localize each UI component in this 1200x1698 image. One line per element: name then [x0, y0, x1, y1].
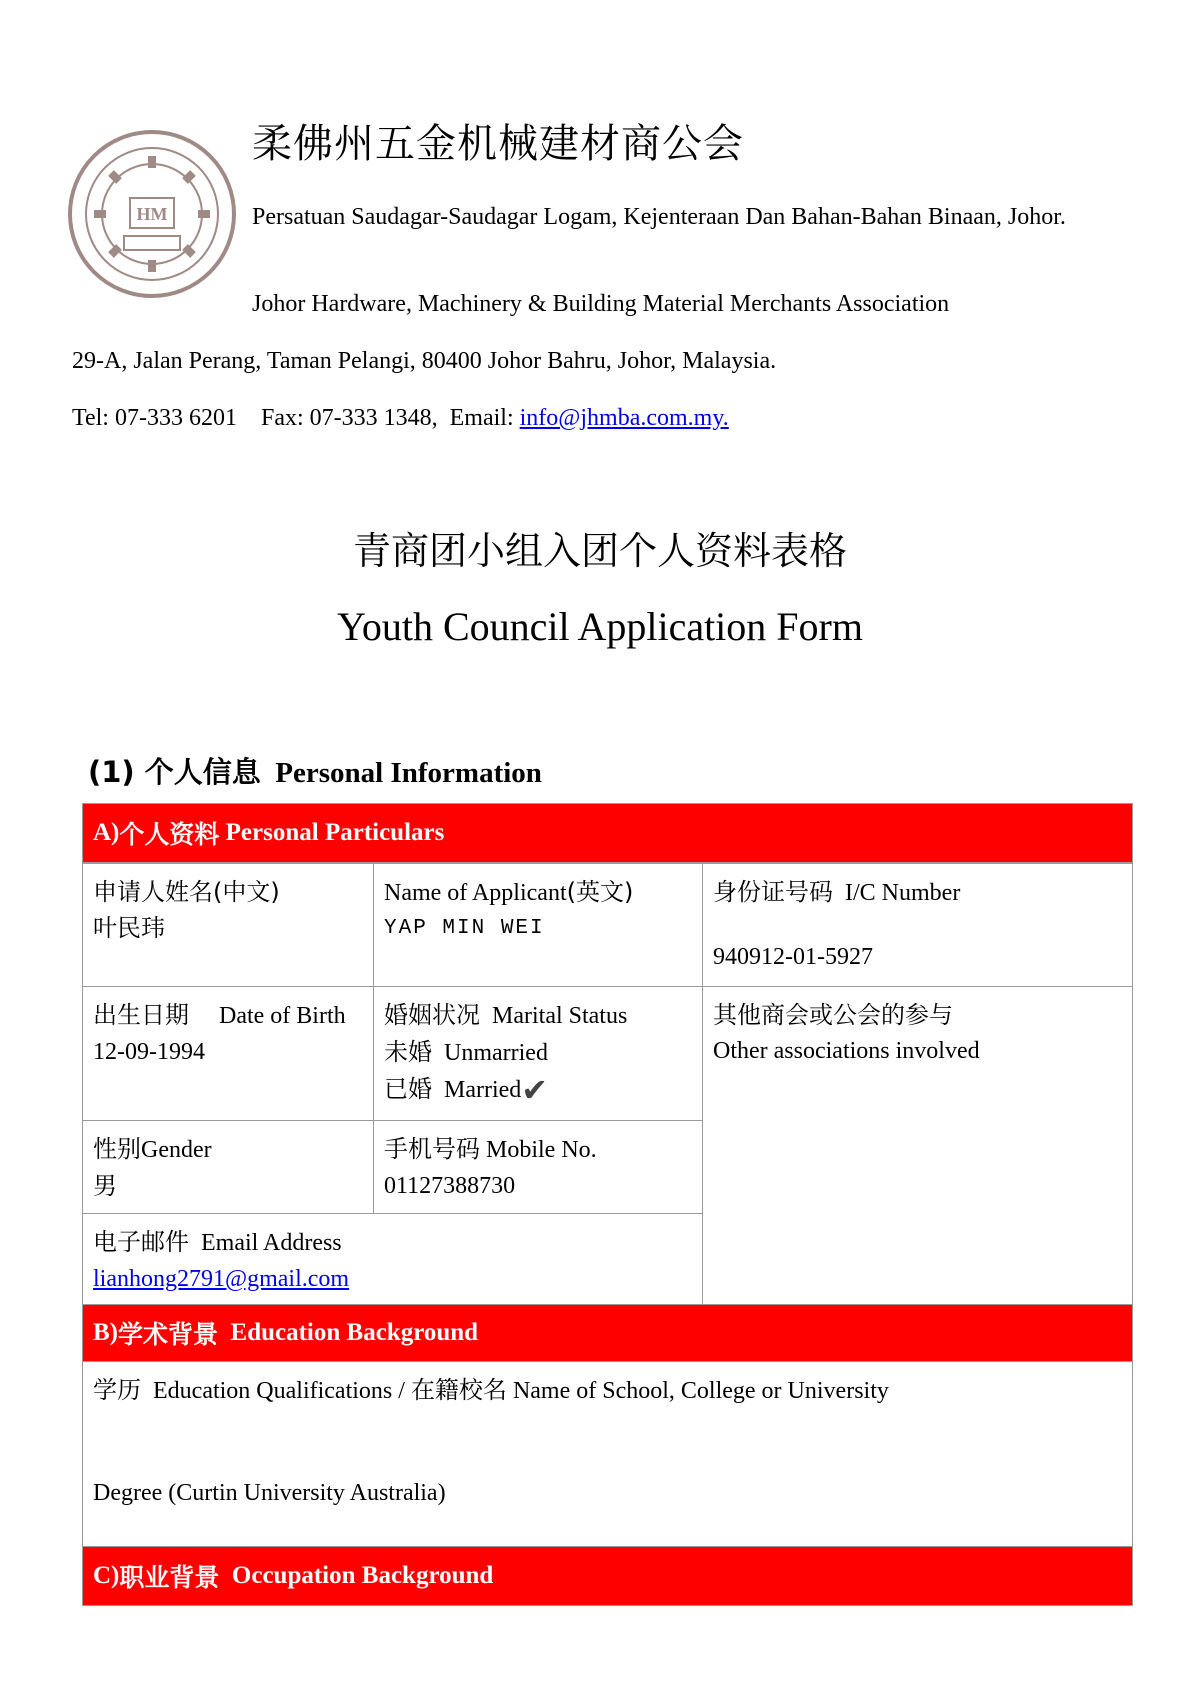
gender-label-en: Gender — [141, 1137, 212, 1163]
marital-label-en: Marital Status — [492, 1003, 628, 1029]
org-address: 29-A, Jalan Perang, Taman Pelangi, 80400 Johor Bahru, Johor, Malaysia. — [72, 348, 777, 374]
dob-label-cn: 出生日期 — [93, 1001, 189, 1029]
cell-ic-number — [702, 863, 1133, 987]
cell-name-chinese — [82, 863, 374, 987]
married-en: Married — [444, 1077, 522, 1103]
cell-date-of-birth — [82, 986, 374, 1121]
cell-mobile — [373, 1120, 703, 1214]
name-en-label: Name of Applicant — [384, 880, 567, 906]
cell-name-english — [373, 863, 703, 987]
dob-value[interactable]: 12-09-1994 — [93, 1039, 205, 1065]
org-name-english: Johor Hardware, Machinery & Building Material Merchants Association — [252, 291, 950, 317]
header-personal-particulars — [82, 803, 1133, 863]
marital-label-cn: 婚姻状况 — [384, 1001, 480, 1029]
email-label-en: Email Address — [201, 1230, 342, 1256]
mobile-label-cn: 手机号码 — [384, 1135, 480, 1163]
unmarried-cn: 未婚 — [384, 1038, 432, 1066]
form-title-chinese: 青商团小组入团个人资料表格 — [352, 529, 847, 573]
section-title-en: Personal Information — [275, 757, 542, 789]
header-b-prefix: B) — [93, 1319, 118, 1346]
ic-value[interactable]: 940912-01-5927 — [713, 944, 873, 970]
cell-other-associations — [702, 986, 1133, 1305]
header-c-cn: 职业背景 — [119, 1563, 220, 1592]
header-occupation-background — [82, 1546, 1133, 1606]
header-a-en: Personal Particulars — [219, 819, 445, 846]
mobile-value[interactable]: 01127388730 — [384, 1173, 516, 1199]
gender-label-cn: 性别 — [93, 1135, 141, 1163]
edu-label-en: Education Qualifications / — [153, 1378, 411, 1404]
other-label-cn: 其他商会或公会的参与 — [713, 1001, 953, 1029]
name-en-value[interactable]: YAP MIN WEI — [384, 917, 545, 940]
name-cn-label: 申请人姓名(中文) — [93, 878, 280, 906]
edu-value[interactable]: Degree (Curtin University Australia) — [93, 1480, 446, 1506]
dob-label-en: Date of Birth — [219, 1003, 346, 1029]
header-c-prefix: C) — [93, 1562, 120, 1589]
name-cn-value[interactable]: 叶民玮 — [93, 914, 165, 942]
header-b-cn: 学术背景 — [118, 1320, 219, 1349]
ic-label-cn: 身份证号码 — [713, 878, 833, 906]
other-label-en: Other associations involved — [713, 1038, 980, 1064]
association-logo — [64, 128, 240, 300]
edu-label-en2: Name of School, College or University — [512, 1378, 889, 1404]
email-label-cn: 电子邮件 — [93, 1228, 189, 1256]
application-form-table — [82, 803, 1133, 1606]
checkmark-icon: ✔ — [521, 1071, 549, 1109]
org-name-malay: Persatuan Saudagar-Saudagar Logam, Kejenteraan Dan Bahan-Bahan Binaan, Johor. — [252, 204, 1066, 230]
org-name-chinese: 柔佛州五金机械建材商公会 — [252, 121, 744, 167]
contact-email-link[interactable]: info@jhmba.com.my. — [519, 405, 729, 431]
edu-label-cn2: 在籍校名 — [410, 1376, 507, 1404]
mobile-label-en: Mobile No. — [486, 1137, 597, 1163]
header-a-prefix: A) — [93, 819, 120, 846]
edu-label-cn: 学历 — [93, 1376, 141, 1404]
unmarried-en: Unmarried — [444, 1040, 548, 1066]
name-en-label-cn: (英文) — [566, 878, 634, 906]
cell-marital-status — [373, 986, 703, 1121]
option-unmarried[interactable] — [384, 1034, 692, 1071]
married-cn: 已婚 — [384, 1075, 432, 1103]
form-title-english: Youth Council Application Form — [337, 604, 863, 649]
header-a-cn: 个人资料 — [119, 820, 220, 849]
contact-line — [72, 405, 729, 432]
logo-text: HM — [136, 204, 168, 224]
cell-gender — [82, 1120, 374, 1214]
cell-education — [82, 1361, 1133, 1547]
email-value-link[interactable]: lianhong2791@gmail.com — [93, 1266, 350, 1292]
header-education-background — [82, 1304, 1133, 1362]
header-b-en: Education Background — [230, 1319, 479, 1346]
header-c-en: Occupation Background — [231, 1562, 494, 1589]
gender-value[interactable]: 男 — [93, 1172, 117, 1200]
ic-label-en: I/C Number — [845, 880, 961, 906]
cell-email — [82, 1213, 703, 1305]
option-married[interactable] — [384, 1071, 692, 1108]
section-title-cn: (1) 个人信息 — [88, 755, 261, 789]
section-title — [88, 750, 542, 791]
contact-phone-fax: Tel: 07-333 6201 Fax: 07-333 1348, Email: — [72, 405, 520, 431]
